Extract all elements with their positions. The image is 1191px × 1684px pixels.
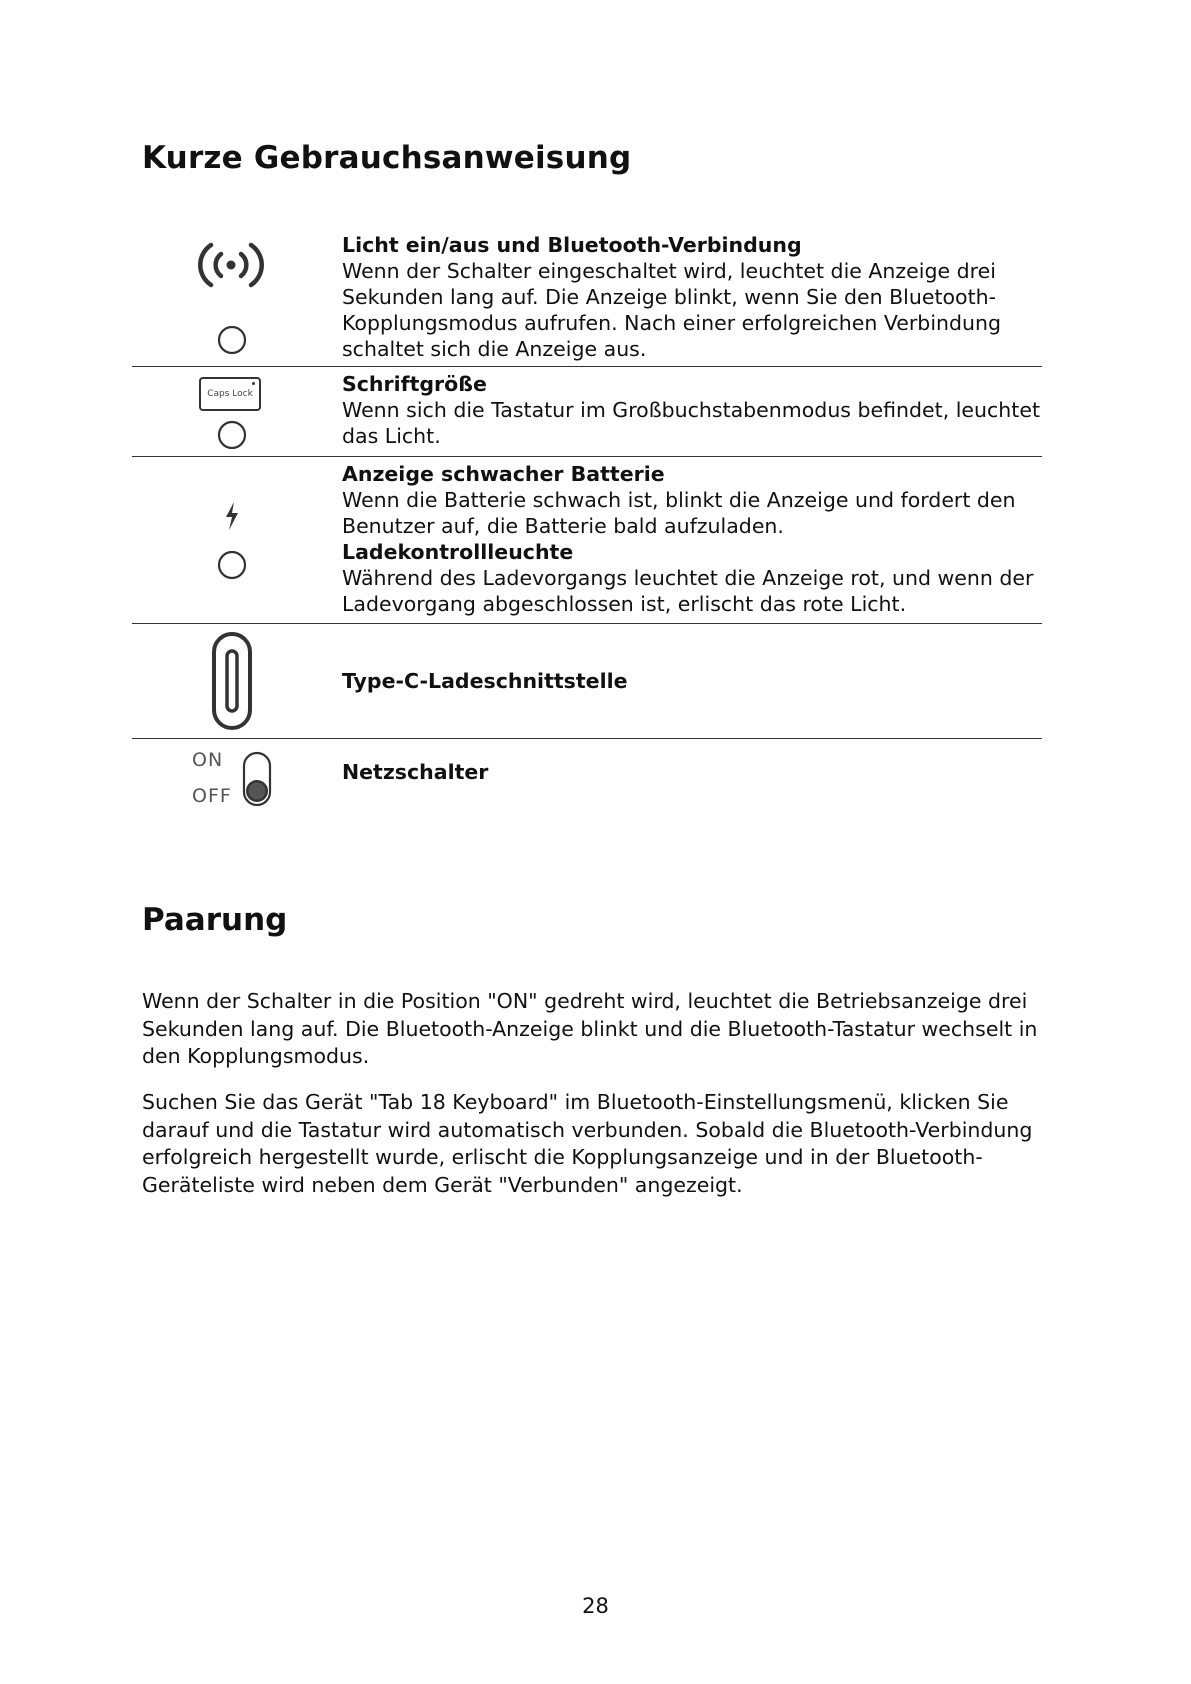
- item-title: Licht ein/aus und Bluetooth-Verbindung: [342, 233, 802, 257]
- switch-off-label: OFF: [192, 785, 232, 807]
- table-row: [132, 624, 1042, 739]
- caps-lock-dot: [252, 382, 255, 385]
- caps-lock-label: Caps Lock: [207, 389, 253, 399]
- switch-on-label: ON: [192, 749, 224, 771]
- power-switch-icon: [242, 751, 272, 807]
- instruction-table: [132, 228, 1042, 819]
- indicator-light-icon: [216, 419, 248, 451]
- section-title: Paarung: [142, 902, 288, 938]
- item-text: Wenn die Batterie schwach ist, blinkt die Anzeige und fordert den Benutzer auf, die Batterie bald aufzuladen.: [342, 488, 1016, 538]
- page-title: Kurze Gebrauchsanweisung: [142, 140, 632, 176]
- lightning-icon: [222, 501, 242, 531]
- table-row: [132, 457, 1042, 624]
- table-row: [132, 739, 1042, 819]
- usb-c-port-icon: [211, 631, 253, 731]
- item-text: Wenn sich die Tastatur im Großbuchstabenmodus befindet, leuchtet das Licht.: [342, 398, 1040, 448]
- icon-cell: [132, 457, 332, 623]
- caps-lock-key-icon: [199, 377, 261, 411]
- table-row: [132, 367, 1042, 457]
- bluetooth-signal-icon: [196, 240, 266, 290]
- table-row: [132, 228, 1042, 367]
- indicator-light-icon: [216, 549, 248, 581]
- item-text: Wenn der Schalter eingeschaltet wird, leuchtet die Anzeige drei Sekunden lang auf. Die Anzeige blinkt, wenn Sie den Bluetooth-Kopplungsmodus aufrufen. Nach einer erfolgreichen Verbindung schaltet sich die Anzeige aus.: [342, 259, 1002, 361]
- icon-cell: [132, 367, 332, 456]
- indicator-light-icon: [216, 324, 248, 356]
- item-title: Anzeige schwacher Batterie: [342, 462, 665, 486]
- icon-cell: [132, 739, 332, 819]
- item-text: Während des Ladevorgangs leuchtet die Anzeige rot, und wenn der Ladevorgang abgeschlossen ist, erlischt das rote Licht.: [342, 566, 1034, 616]
- paragraph: Wenn der Schalter in die Position "ON" gedreht wird, leuchtet die Betriebsanzeige drei Sekunden lang auf. Die Bluetooth-Anzeige blinkt und die Bluetooth-Tastatur wechselt in den Kopplungsmodus.: [142, 989, 1038, 1068]
- paragraph: Suchen Sie das Gerät "Tab 18 Keyboard" im Bluetooth-Einstellungsmenü, klicken Sie darauf und die Tastatur wird automatisch verbunden. Sobald die Bluetooth-Verbindung erfolgreich hergestellt wurde, erlischt die Kopplungsanzeige und in der Bluetooth-Geräteliste wird neben dem Gerät "Verbunden" angezeigt.: [142, 1090, 1033, 1197]
- item-title: Schriftgröße: [342, 372, 487, 396]
- icon-cell: [132, 228, 332, 366]
- icon-cell: [132, 624, 332, 738]
- item-title: Netzschalter: [342, 760, 489, 784]
- item-title: Ladekontrollleuchte: [342, 540, 574, 564]
- page-number: 28: [582, 1594, 609, 1618]
- item-title: Type-C-Ladeschnittstelle: [342, 669, 628, 693]
